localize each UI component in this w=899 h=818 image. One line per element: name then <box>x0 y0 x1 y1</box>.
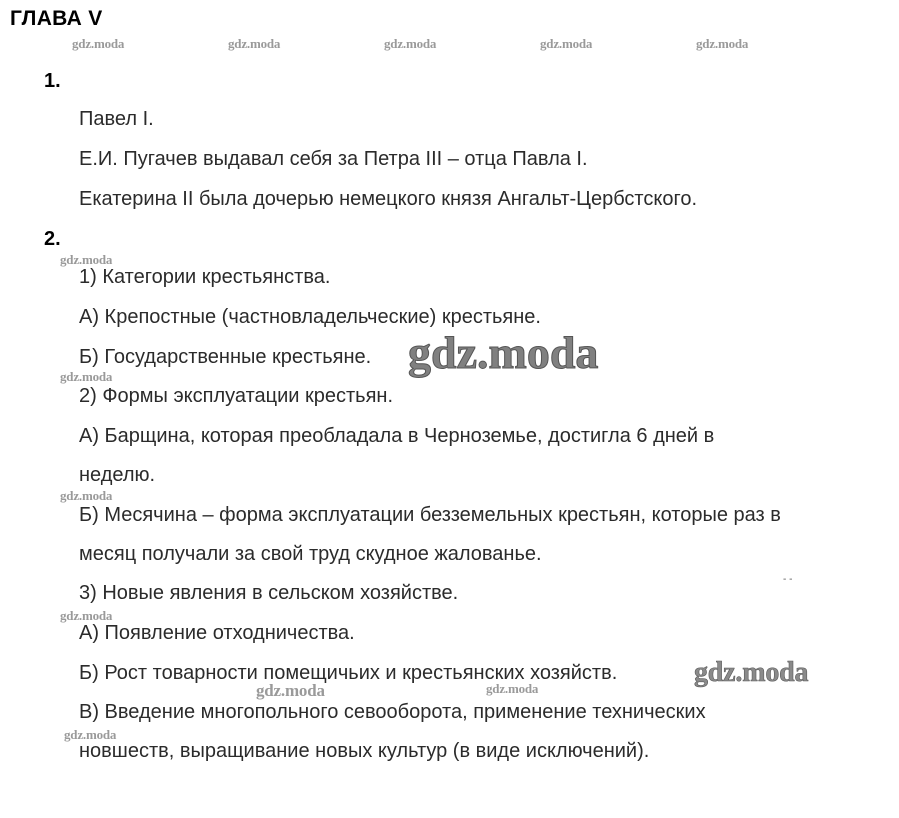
answer-line: неделю. <box>79 464 156 486</box>
answer-line: Б) Рост товарности помещичьих и крестьянских хозяйств. <box>79 662 618 684</box>
answer-line: Павел I. <box>79 108 154 130</box>
watermark: gdz.moda <box>228 36 281 51</box>
answer-line: А) Появление отходничества. <box>79 622 355 644</box>
question-1-number: 1. <box>44 70 61 92</box>
watermark: gdz.moda <box>60 369 113 384</box>
watermark: gdz.moda <box>256 681 325 700</box>
watermark: gdz.moda <box>540 36 593 51</box>
watermark: gdz.moda <box>60 252 113 267</box>
watermark: gdz.moda <box>696 36 749 51</box>
answer-line: Е.И. Пугачев выдавал себя за Петра III – отца Павла I. <box>79 148 588 170</box>
watermark: gdz.moda <box>60 608 113 623</box>
watermark: gdz.moda <box>60 488 113 503</box>
answer-line: 1) Категории крестьянства. <box>79 266 331 288</box>
watermark: gdz.moda <box>72 36 125 51</box>
stray-marks: - - <box>783 574 793 585</box>
watermark: gdz.moda <box>486 681 539 696</box>
answer-line: Б) Месячина – форма эксплуатации безземельных крестьян, которые раз в <box>79 504 781 526</box>
chapter-title: ГЛАВА V <box>10 7 103 30</box>
answer-line: Б) Государственные крестьяне. <box>79 346 372 368</box>
answer-line: Екатерина II была дочерью немецкого князя Ангальт-Цербстского. <box>79 188 697 210</box>
answer-line: А) Барщина, которая преобладала в Черноземье, достигла 6 дней в <box>79 425 715 447</box>
watermark: gdz.moda <box>384 36 437 51</box>
answer-line: 2) Формы эксплуатации крестьян. <box>79 385 394 407</box>
answer-line: месяц получали за свой труд скудное жалованье. <box>79 543 542 565</box>
answer-line: новшеств, выращивание новых культур (в виде исключений). <box>79 740 650 762</box>
answer-line: А) Крепостные (частновладельческие) крестьяне. <box>79 306 541 328</box>
watermark: gdz.moda <box>64 727 117 742</box>
question-2-number: 2. <box>44 228 61 250</box>
answer-line: В) Введение многопольного севооборота, применение технических <box>79 701 706 723</box>
answer-line: 3) Новые явления в сельском хозяйстве. <box>79 582 459 604</box>
watermark-medium: gdz.moda <box>694 657 809 688</box>
watermark-large: gdz.moda <box>408 327 599 378</box>
